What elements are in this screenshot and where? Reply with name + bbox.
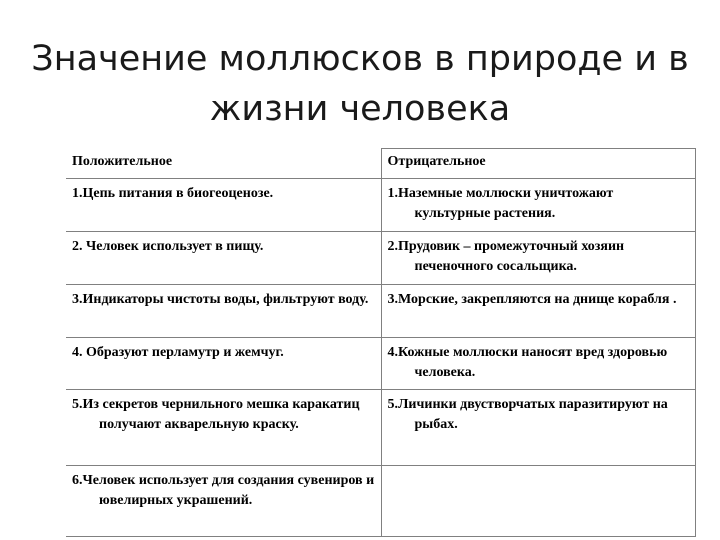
header-negative: Отрицательное [381, 149, 695, 179]
positive-cell [66, 390, 381, 466]
negative-cell [381, 179, 695, 232]
table-row [66, 179, 695, 232]
negative-cell [381, 390, 695, 466]
negative-cell [381, 232, 695, 285]
table-row [66, 466, 695, 537]
positive-cell [66, 338, 381, 390]
table-row [66, 285, 695, 338]
cell-text: 6.Человек использует для создания сувениров и ювелирных украшений. [72, 473, 375, 508]
cell-text: 1.Цепь питания в биогеоценозе. [72, 186, 274, 201]
table-header-row [66, 149, 695, 179]
comparison-table [66, 148, 696, 537]
table-row [66, 338, 695, 390]
positive-cell [66, 179, 381, 232]
header-positive: Положительное [66, 149, 381, 179]
table-row [66, 232, 695, 285]
cell-text: 5.Личинки двустворчатых паразитируют на рыбах. [387, 397, 668, 432]
cell-text: 2.Прудовик – промежуточный хозяин печеночного сосальщика. [387, 239, 625, 274]
cell-text: 4.Кожные моллюски наносят вред здоровью человека. [387, 345, 668, 380]
table-row [66, 390, 695, 466]
cell-text: 1.Наземные моллюски уничтожают культурные растения. [387, 186, 614, 221]
cell-text: 3.Индикаторы чистоты воды, фильтруют воду. [72, 292, 369, 307]
positive-cell [66, 232, 381, 285]
cell-text: 3.Морские, закрепляются на днище корабля . [387, 292, 677, 307]
negative-cell [381, 466, 695, 537]
cell-text: 4. Образуют перламутр и жемчуг. [72, 345, 284, 360]
negative-cell [381, 338, 695, 390]
slide-title-line-2: жизни человека [209, 89, 511, 129]
negative-cell [381, 285, 695, 338]
cell-text: 5.Из секретов чернильного мешка каракатиц получают акварельную краску. [72, 397, 360, 432]
positive-cell [66, 466, 381, 537]
cell-text: 2. Человек использует в пищу. [72, 239, 264, 254]
slide-title [0, 34, 720, 134]
slide-title-line-1: Значение моллюсков в природе и в [31, 39, 689, 79]
positive-cell [66, 285, 381, 338]
